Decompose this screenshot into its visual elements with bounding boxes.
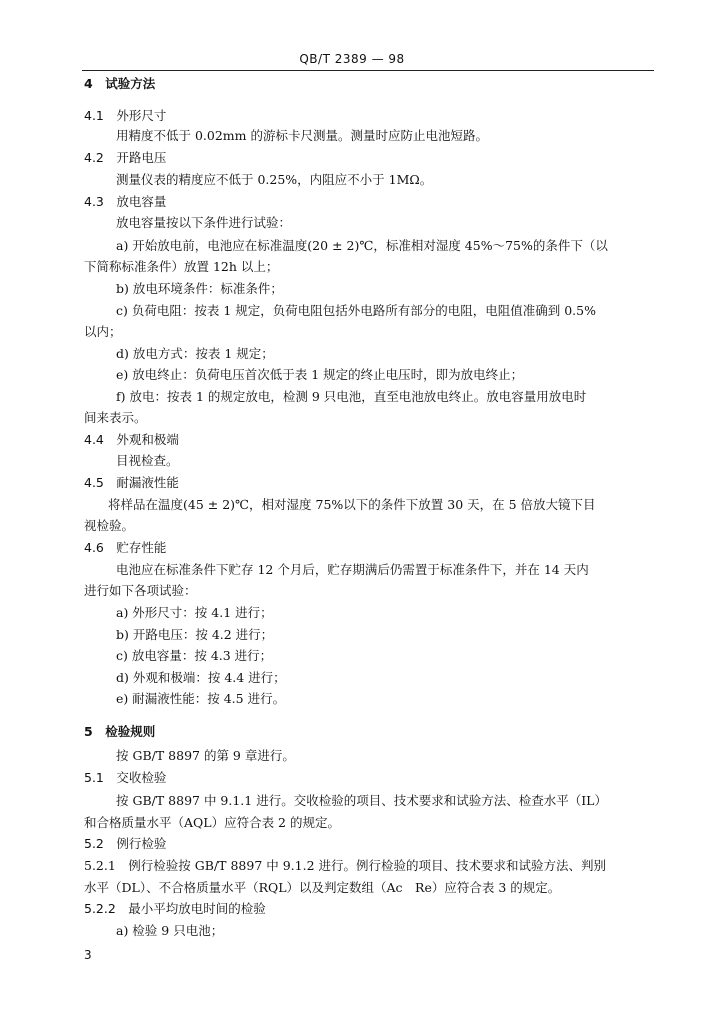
subsection-heading-4-2: 4.2 开路电压	[84, 150, 167, 165]
paragraph-line: 间来表示。	[84, 410, 147, 425]
paragraph-line: 5.2.1 例行检验按 GB/T 8897 中 9.1.2 进行。例行检验的项目、技术要求和试验方法、判别	[84, 858, 607, 873]
list-item-b: b) 开路电压：按 4.2 进行；	[116, 627, 274, 642]
subsection-heading-5-2: 5.2 例行检验	[84, 836, 167, 851]
paragraph-line: 视检验。	[84, 518, 135, 533]
header-rule	[82, 70, 654, 71]
list-item-b: b) 放电环境条件：标准条件；	[116, 281, 283, 296]
paragraph-line: 水平（DL）、不合格质量水平（RQL）以及判定数组（Ac Re）应符合表 3 的规定。	[84, 880, 561, 895]
paragraph-line: 下简称标准条件）放置 12h 以上；	[84, 259, 279, 274]
paragraph-line: 按 GB/T 8897 中 9.1.1 进行。交收检验的项目、技术要求和试验方法、检查水平（IL）	[116, 793, 607, 808]
paragraph-line: 测量仪表的精度应不低于 0.25%，内阻应不小于 1MΩ。	[116, 172, 433, 187]
list-item-e: e) 放电终止：负荷电压首次低于表 1 规定的终止电压时，即为放电终止；	[116, 367, 524, 382]
list-item-a: a) 检验 9 只电池；	[116, 923, 224, 938]
page-number: 3	[84, 948, 92, 962]
list-item-a: a) 开始放电前，电池应在标准温度(20 ± 2)℃，标准相对湿度 45%～75%的条件下（以	[116, 238, 608, 253]
paragraph-line: 和合格质量水平（AQL）应符合表 2 的规定。	[84, 815, 340, 830]
section-heading-4: 4 试验方法	[84, 76, 156, 91]
list-item-a: a) 外形尺寸：按 4.1 进行；	[116, 605, 273, 620]
paragraph-line: 放电容量按以下条件进行试验：	[116, 215, 292, 230]
paragraph-line: 进行如下各项试验：	[84, 583, 197, 598]
paragraph-line: 用精度不低于 0.02mm 的游标卡尺测量。测量时应防止电池短路。	[116, 128, 488, 143]
paragraph-line: 目视检查。	[116, 453, 179, 468]
list-item-f: f) 放电：按表 1 的规定放电，检测 9 只电池，直至电池放电终止。放电容量用放电时	[116, 389, 587, 404]
list-item-c: c) 负荷电阻：按表 1 规定，负荷电阻包括外电路所有部分的电阻，电阻值准确到 0.5%	[116, 303, 596, 318]
subsection-heading-4-3: 4.3 放电容量	[84, 194, 167, 209]
section-heading-5: 5 检验规则	[84, 724, 156, 739]
paragraph-line: 电池应在标准条件下贮存 12 个月后，贮存期满后仍需置于标准条件下，并在 14 天内	[116, 562, 589, 577]
subsection-heading-4-5: 4.5 耐漏液性能	[84, 475, 179, 490]
list-item-d: d) 外观和极端：按 4.4 进行；	[116, 670, 286, 685]
subsection-heading-4-1: 4.1 外形尺寸	[84, 108, 167, 123]
subsection-heading-5-2-2: 5.2.2 最小平均放电时间的检验	[84, 901, 266, 916]
subsection-heading-4-6: 4.6 贮存性能	[84, 540, 167, 555]
document-header: QB/T 2389 — 98	[299, 52, 405, 66]
list-item-e: e) 耐漏液性能：按 4.5 进行。	[116, 691, 286, 706]
subsection-heading-4-4: 4.4 外观和极端	[84, 432, 179, 447]
paragraph-line: 按 GB/T 8897 的第 9 章进行。	[116, 748, 295, 763]
paragraph-line: 将样品在温度(45 ± 2)℃，相对湿度 75%以下的条件下放置 30 天，在 5 倍放大镜下目	[108, 497, 596, 512]
paragraph-line: 以内；	[84, 324, 122, 339]
list-item-d: d) 放电方式：按表 1 规定；	[116, 346, 274, 361]
list-item-c: c) 放电容量：按 4.3 进行；	[116, 648, 273, 663]
subsection-heading-5-1: 5.1 交收检验	[84, 770, 167, 785]
